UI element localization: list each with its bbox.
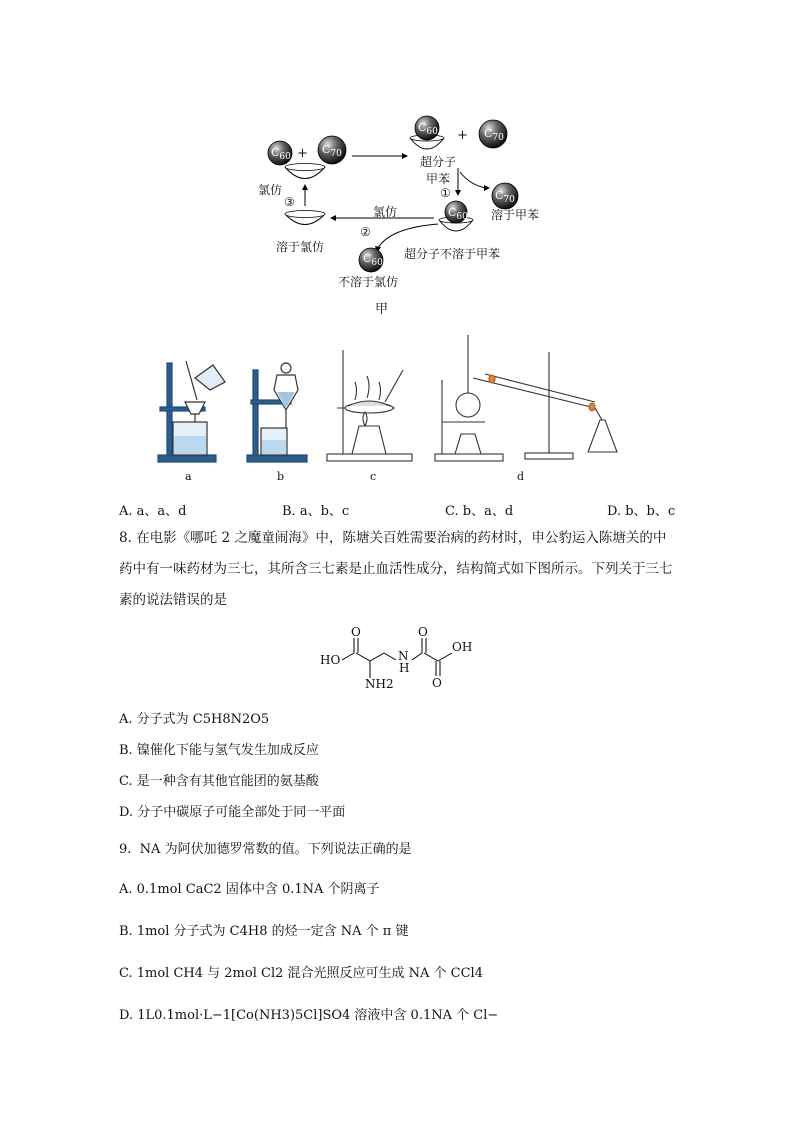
q9-text: NA 为阿伏加德罗常数的值。下列说法正确的是 — [139, 842, 412, 857]
step-1: ① — [440, 186, 451, 200]
q9-stem — [119, 838, 412, 857]
c60-label: $C_{60}$ — [418, 121, 438, 138]
structure-n: N — [398, 649, 409, 663]
apparatus-label-c: c — [370, 470, 377, 483]
toluene-label: 甲苯 — [426, 172, 451, 186]
plus-sign: + — [457, 128, 468, 143]
dissolves-toluene-label: 溶于甲苯 — [491, 208, 540, 222]
q8-option-d: D. 分子中碳原子可能全部处于同一平面 — [119, 805, 346, 820]
structure-h: H — [399, 661, 410, 675]
step-2: ② — [360, 225, 371, 239]
left-chloroform-label: 氯仿 — [258, 183, 283, 197]
c60-label: $C_{60}$ — [448, 206, 468, 223]
apparatus-label-b: b — [277, 470, 285, 483]
q8-option-a: A. 分子式为 C5H8N2O5 — [119, 712, 270, 727]
structure-o3: O — [432, 676, 442, 690]
c60-label: $C_{60}$ — [271, 146, 291, 163]
q9-option-c: C. 1mol CH4 与 2mol Cl2 混合光照反应可生成 NA 个 CCl4 — [119, 966, 483, 981]
q9-option-a: A. 0.1mol CaC2 固体中含 0.1NA 个阴离子 — [119, 882, 380, 897]
q7-option-a: A. a、a、d — [119, 504, 187, 519]
c70-label: $C_{70}$ — [495, 189, 515, 206]
nh2-text: NH2 — [365, 677, 394, 691]
q9-option-b: B. 1mol 分子式为 C4H8 的烃一定含 NA 个 π 键 — [119, 924, 409, 939]
insoluble-chloroform-label: 不溶于氯仿 — [338, 275, 399, 289]
q7-option-d: D. b、b、c — [607, 504, 676, 519]
structure-nh2 — [365, 677, 394, 691]
supramolecule-label: 超分子 — [420, 155, 457, 169]
apparatus-label-d: d — [517, 470, 525, 483]
c70-label: $C_{70}$ — [484, 127, 504, 144]
apparatus-figure — [155, 330, 645, 475]
apparatus-label-a: a — [185, 470, 192, 483]
q8-option-c: C. 是一种含有其他官能团的氨基酸 — [119, 774, 319, 789]
chloroform-arrow-label: 氯仿 — [373, 205, 398, 219]
apparatus-b — [247, 363, 307, 462]
q7-option-b: B. a、b、c — [282, 504, 350, 519]
plus-sign: + — [297, 146, 308, 161]
c70-label: $C_{70}$ — [322, 143, 342, 160]
q9-number: 9. — [119, 842, 132, 857]
apparatus-d — [435, 335, 617, 461]
apparatus-a — [158, 361, 225, 462]
structure-ho: HO — [320, 653, 341, 667]
structure-o2: O — [418, 625, 428, 639]
dissolves-chloroform-label: 溶于氯仿 — [276, 240, 325, 254]
insoluble-toluene-label: 超分子不溶于甲苯 — [404, 247, 501, 261]
q7-option-c: C. b、a、d — [445, 504, 514, 519]
q8-option-b: B. 镍催化下能与氢气发生加成反应 — [119, 743, 319, 758]
apparatus-c — [327, 350, 412, 461]
q8-number: 8. — [119, 530, 132, 546]
q9-option-d: D. 1L0.1mol·L−1[Co(NH3)5Cl]SO4 溶液中含 0.1NA 个 Cl− — [119, 1008, 499, 1023]
step-3: ③ — [284, 195, 295, 209]
c60-label: $C_{60}$ — [363, 252, 383, 269]
q8-text: 在电影《哪吒 2 之魔童闹海》中，陈塘关百姓需要治病的药材时，申公豹运入陈塘关的中药中有一味药材为三七，其所含三七素是止血活性成分，结构简式如下图所示。下列关于三七素的说法错误的是 — [119, 530, 673, 608]
q8-stem — [119, 523, 675, 616]
structure-oh: OH — [452, 640, 473, 654]
diagram-caption: 甲 — [375, 302, 389, 317]
structure-o1: O — [351, 625, 361, 639]
